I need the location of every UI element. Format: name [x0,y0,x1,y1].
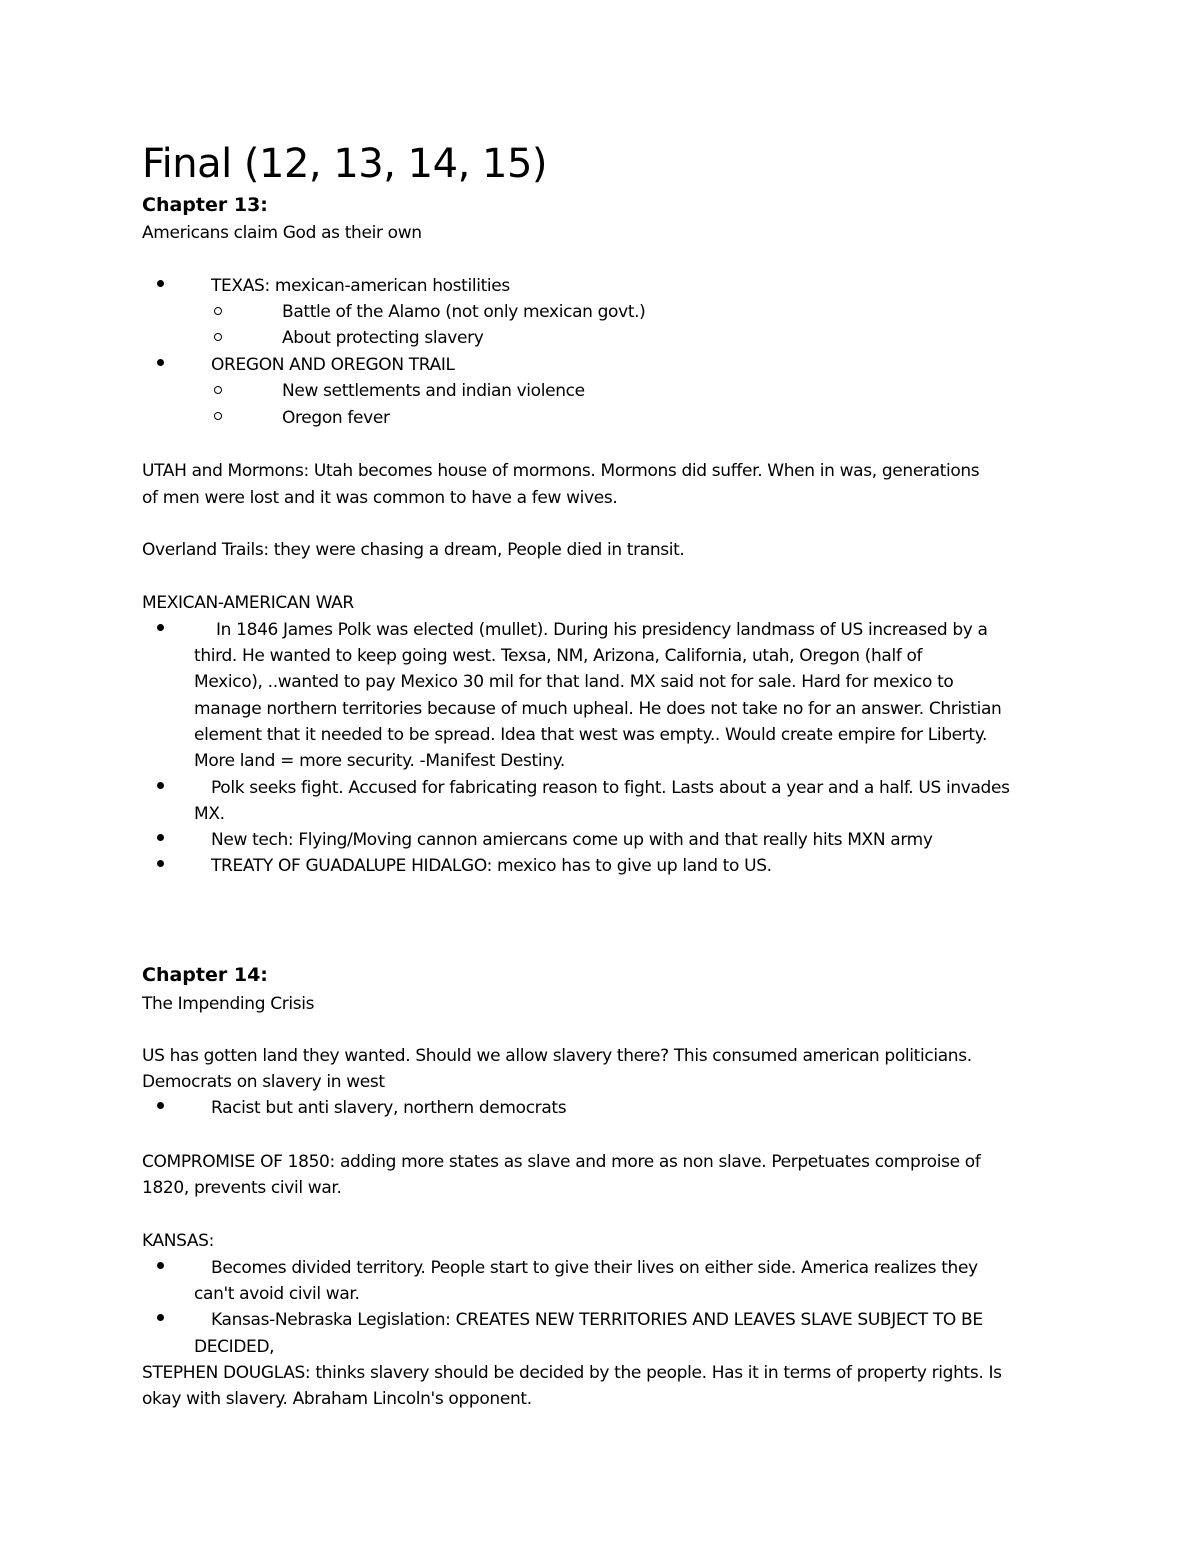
kansas-bullet-line: Becomes divided territory. People start to give their lives on either side. America realizes they [211,1258,978,1278]
circle-bullet-icon [214,333,222,341]
list-item-oregon: OREGON AND OREGON TRAIL [211,355,455,375]
war-bullet-line: In 1846 James Polk was elected (mullet). During his presidency landmass of US increased by a [216,620,988,640]
utah-paragraph-line: of men were lost and it was common to have a few wives. [142,488,618,508]
bullet-icon [157,1102,164,1109]
chapter-14-subtitle: The Impending Crisis [142,994,315,1014]
bullet-icon [157,1262,164,1269]
douglas-paragraph-line: okay with slavery. Abraham Lincoln's opponent. [142,1389,532,1409]
chapter-13-heading: Chapter 13: [142,194,268,216]
land-paragraph-line: Democrats on slavery in west [142,1072,385,1092]
war-bullet-line: Polk seeks fight. Accused for fabricating reason to fight. Lasts about a year and a half. US invades [211,778,1010,798]
bullet-icon [157,860,164,867]
war-heading: MEXICAN-AMERICAN WAR [142,593,354,613]
compromise-paragraph-line: COMPROMISE OF 1850: adding more states as slave and more as non slave. Perpetuates comproise of [142,1152,981,1172]
war-bullet-line: TREATY OF GUADALUPE HIDALGO: mexico has to give up land to US. [211,856,772,876]
bullet-icon [157,359,164,366]
war-bullet-line: More land = more security. -Manifest Destiny. [194,751,565,771]
war-bullet-line: MX. [194,804,225,824]
kansas-bullet-line: Kansas-Nebraska Legislation: CREATES NEW TERRITORIES AND LEAVES SLAVE SUBJECT TO BE [211,1310,983,1330]
war-bullet-line: manage northern territories because of much upheal. He does not take no for an answer. Christian [194,699,1002,719]
circle-bullet-icon [214,412,222,420]
utah-paragraph-line: UTAH and Mormons: Utah becomes house of mormons. Mormons did suffer. When in was, generations [142,461,980,481]
circle-bullet-icon [214,307,222,315]
bullet-icon [157,1314,164,1321]
list-item-texas: TEXAS: mexican-american hostilities [211,276,510,296]
chapter-13-subtitle: Americans claim God as their own [142,223,422,243]
bullet-icon [157,280,164,287]
list-item-protecting-slavery: About protecting slavery [282,328,484,348]
list-item-northern-democrats: Racist but anti slavery, northern democrats [211,1098,567,1118]
kansas-heading: KANSAS: [142,1231,214,1251]
document-title: Final (12, 13, 14, 15) [142,141,547,187]
bullet-icon [157,624,164,631]
war-bullet-line: Mexico), ..wanted to pay Mexico 30 mil for that land. MX said not for sale. Hard for mexico to [194,672,954,692]
overland-paragraph: Overland Trails: they were chasing a dream, People died in transit. [142,540,685,560]
circle-bullet-icon [214,386,222,394]
kansas-bullet-line: DECIDED, [194,1337,275,1357]
kansas-bullet-line: can't avoid civil war. [194,1284,360,1304]
war-bullet-line: third. He wanted to keep going west. Texsa, NM, Arizona, California, utah, Oregon (half of [194,646,923,666]
bullet-icon [157,834,164,841]
land-paragraph-line: US has gotten land they wanted. Should we allow slavery there? This consumed american politicians. [142,1046,972,1066]
list-item-settlements: New settlements and indian violence [282,381,585,401]
list-item-alamo: Battle of the Alamo (not only mexican govt.) [282,302,646,322]
war-bullet-line: element that it needed to be spread. Idea that west was empty.. Would create empire for Liberty. [194,725,988,745]
chapter-14-heading: Chapter 14: [142,964,268,986]
bullet-icon [157,782,164,789]
war-bullet-line: New tech: Flying/Moving cannon amiercans come up with and that really hits MXN army [211,830,933,850]
compromise-paragraph-line: 1820, prevents civil war. [142,1178,342,1198]
list-item-oregon-fever: Oregon fever [282,408,390,428]
douglas-paragraph-line: STEPHEN DOUGLAS: thinks slavery should be decided by the people. Has it in terms of property rights. Is [142,1363,1002,1383]
